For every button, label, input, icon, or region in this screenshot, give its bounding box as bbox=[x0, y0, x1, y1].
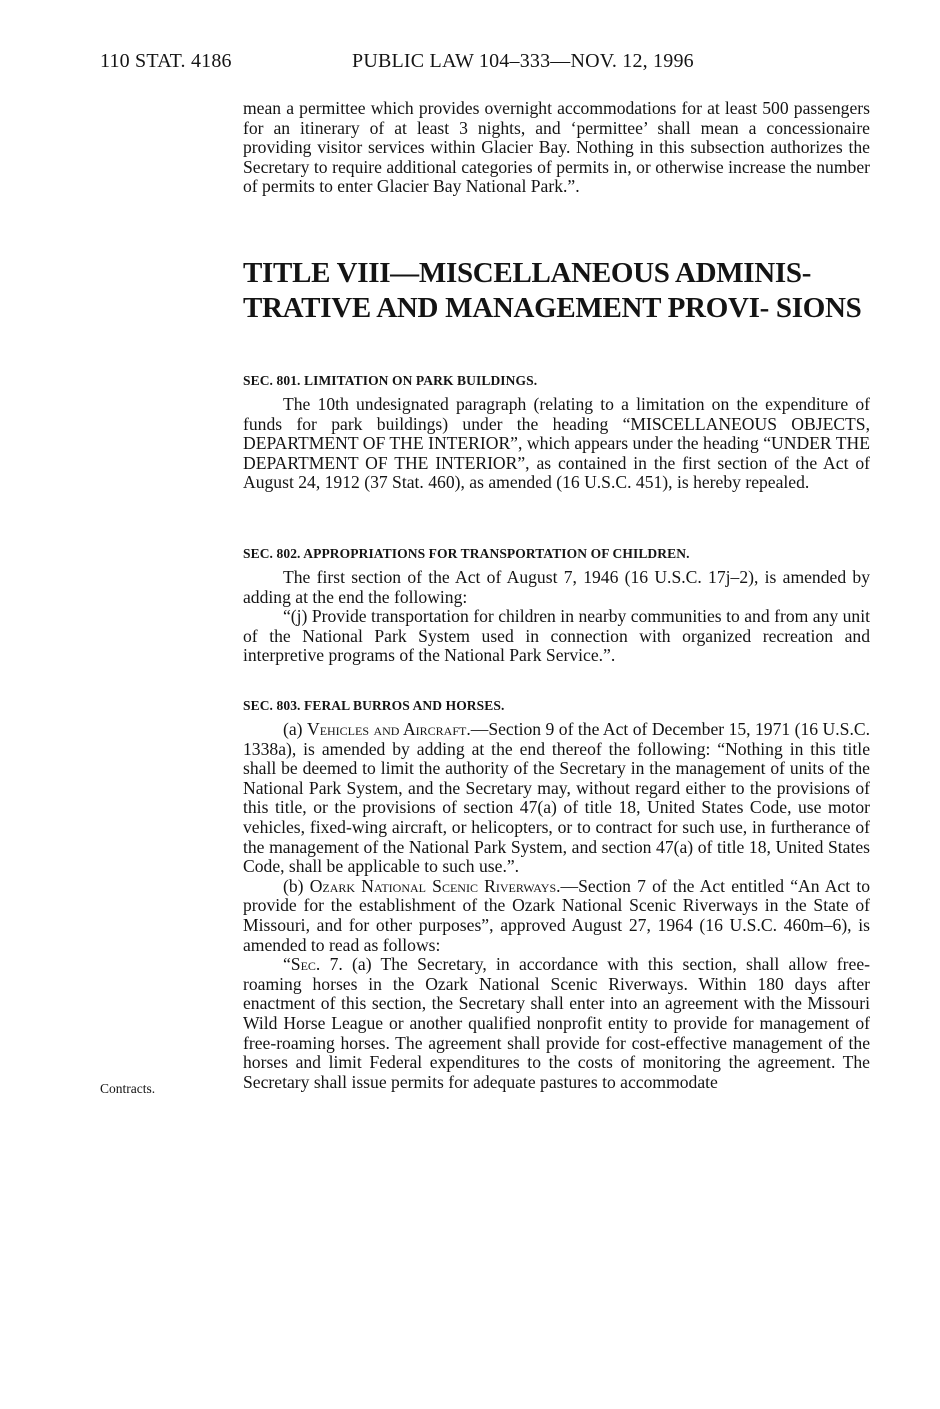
section-801-heading: SEC. 801. LIMITATION ON PARK BUILDINGS. bbox=[243, 373, 538, 388]
subsection-b-text: —Section 7 of the Act entitled “An Act to provide for the establishment of the Ozark National Scenic Riverways in the State of Missouri, and for other purposes”, approved August 27, 1964 (16 U.S.C. 460m–6), is amended to read as follows: bbox=[243, 875, 871, 955]
section-802-quote: “(j) Provide transportation for children in nearby communities to and from any unit of the National Park System used in connection with organized recreation and interpretive programs of the National Park Service.”. bbox=[243, 606, 870, 666]
section-801 bbox=[243, 373, 870, 493]
subsection-b-label: (b) bbox=[283, 875, 310, 896]
title-heading: TITLE VIII—MISCELLANEOUS ADMINIS- TRATIVE AND MANAGEMENT PROVI- SIONS bbox=[243, 257, 862, 324]
section-7-label: “Sec. bbox=[283, 954, 321, 975]
section-803 bbox=[243, 698, 870, 1092]
subsection-a-label: (a) bbox=[283, 719, 307, 739]
section-802-paragraph: The first section of the Act of August 7, 1946 (16 U.S.C. 17j–2), is amended by adding at the end the following: bbox=[243, 567, 870, 607]
section-7-quote bbox=[243, 955, 870, 1092]
section-803-subsection-b bbox=[243, 877, 870, 955]
subsection-b-heading: Ozark National Scenic Riverways. bbox=[309, 875, 561, 896]
section-7-text: 7. (a) The Secretary, in accordance with this section, shall allow free-roaming horses in the Ozark National Scenic Riverways. Within 180 days after enactment of this section, the Secretary shall enter into an agreement with the Missouri Wild Horse League or another qualified nonprofit entity to provide for management of free-roaming horses. The agreement shall provide for cost-effective management of the horses and limit Federal expenditures to the costs of monitoring the agreement. The Secretary shall issue permits for adequate pastures to accommodate bbox=[243, 954, 870, 1092]
section-801-paragraph: The 10th undesignated paragraph (relating to a limitation on the expenditure of funds for park buildings) under the heading “MISCELLANEOUS OBJECTS, DEPARTMENT OF THE INTERIOR”, which appears under the heading “UNDER THE DEPARTMENT OF THE INTERIOR”, as contained in the first section of the Act of August 24, 1912 (37 Stat. 460), as amended (16 U.S.C. 451), is hereby repealed. bbox=[243, 394, 870, 493]
section-803-heading: SEC. 803. FERAL BURROS AND HORSES. bbox=[243, 698, 505, 713]
section-802-heading: SEC. 802. APPROPRIATIONS FOR TRANSPORTATION OF CHILDREN. bbox=[243, 546, 690, 561]
subsection-a-text: —Section 9 of the Act of December 15, 1971 (16 U.S.C. 1338a), is amended by adding at the end thereof the following: “Nothing in this title shall be deemed to limit the authority of the Secretary in the management of units of the National Park System, and the Secretary may, without regard either to the provisions of this title, or the provisions of section 47(a) of title 18, United States Code, use motor vehicles, fixed-wing aircraft, or helicopters, or to contract for such use, in furtherance of the management of the National Park System, and section 47(a) of title 18, United States Code, shall be applicable to such use.”. bbox=[243, 719, 870, 877]
intro-paragraph: mean a permittee which provides overnight accommodations for at least 500 passengers for an itinerary of at least 3 nights, and ‘permittee’ shall mean a concessionaire providing visitor services within Glacier Bay. Nothing in this subsection authorizes the Secretary to require additional categories of permits in, or otherwise increase the number of permits to enter Glacier Bay National Park.”. bbox=[243, 98, 870, 197]
section-802 bbox=[243, 546, 870, 666]
subsection-a-heading: Vehicles and Aircraft. bbox=[306, 719, 471, 739]
intro-block bbox=[243, 99, 870, 197]
page-header-center: PUBLIC LAW 104–333—NOV. 12, 1996 bbox=[352, 50, 694, 72]
section-803-subsection-a bbox=[243, 720, 870, 877]
margin-note: Contracts. bbox=[100, 1081, 156, 1096]
page-header-left: 110 STAT. 4186 bbox=[100, 50, 232, 72]
